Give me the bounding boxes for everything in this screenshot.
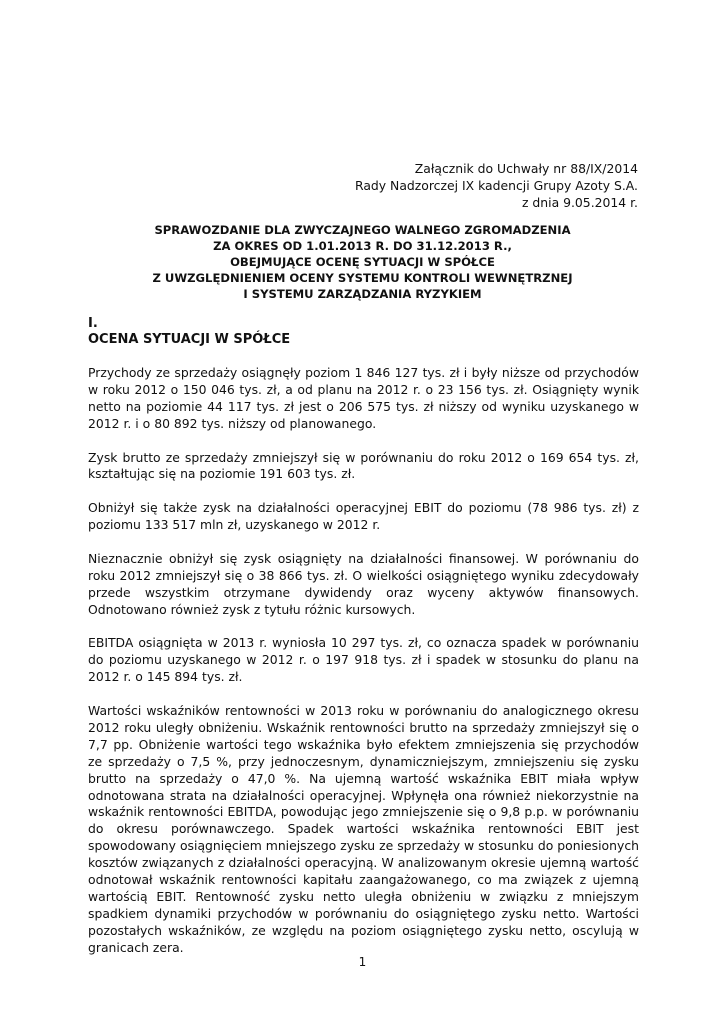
section-heading: OCENA SYTUACJI W SPÓŁCE — [88, 332, 291, 347]
paragraph-ebitda: EBITDA osiągnięta w 2013 r. wyniosła 10 297 tys. zł, co oznacza spadek w porównaniu do poziomu uzyskanego w 2012 r. o 197 918 tys. zł i spadek w stosunku do planu na 2012 r. o 145 894 tys. zł. — [88, 635, 639, 685]
paragraph-revenue: Przychody ze sprzedaży osiągnęły poziom 1 846 127 tys. zł i były niższe od przychodów w roku 2012 o 150 046 tys. zł, a od planu na 2012 r. o 23 156 tys. zł. Osiągnięty wynik netto na poziomie 44 117 tys. zł jest o 206 575 tys. zł niższy od wyniku uzyskanego w 2012 r. i o 80 892 tys. niższy od planowanego. — [88, 365, 639, 431]
title-line-5: I SYSTEMU ZARZĄDZANIA RYZYKIEM — [243, 287, 482, 301]
title-line-2: ZA OKRES OD 1.01.2013 R. DO 31.12.2013 R., — [213, 239, 512, 253]
paragraph-ebit: Obniżył się także zysk na działalności operacyjnej EBIT do poziomu (78 986 tys. zł) z poziomu 133 517 mln zł, uzyskanego w 2012 r. — [88, 500, 639, 533]
title-line-4: Z UWZGLĘDNIENIEM OCENY SYSTEMU KONTROLI WEWNĘTRZNEJ — [152, 271, 573, 285]
section-number: I. — [88, 316, 98, 331]
report-body — [88, 365, 639, 974]
header-line-date: z dnia 9.05.2014 r. — [521, 195, 638, 210]
paragraph-gross-profit: Zysk brutto ze sprzedaży zmniejszył się w porównaniu do roku 2012 o 169 654 tys. zł, kształtując się na poziomie 191 603 tys. zł. — [88, 449, 639, 482]
header-line-resolution: Załącznik do Uchwały nr 88/IX/2014 — [414, 161, 638, 176]
paragraph-financial-activity: Nieznacznie obniżył się zysk osiągnięty na działalności finansowej. W porównaniu do roku 2012 zmniejszył się o 38 866 tys. zł. O wielkości osiągniętego wyniku zdecydowały przede wszystkim otrzymane dywidendy oraz wyceny aktywów finansowych. Odnotowano również zysk z tytułu różnic kursowych. — [88, 550, 639, 617]
attachment-header — [355, 160, 638, 211]
page-number: 1 — [358, 955, 367, 969]
paragraph-profitability: Wartości wskaźników rentowności w 2013 roku w porównaniu do analogicznego okresu 2012 roku uległy obniżeniu. Wskaźnik rentowności brutto na sprzedaży zmniejszył się o 7,7 pp. Obniżenie wartości tego wskaźnika było efektem zmniejszenia się przychodów ze sprzedaży o 7,5 %, przy jednoczesnym, dynamiczniejszym, zmniejszeniu się zysku brutto na sprzedaży o 47,0 %. Na ujemną wartość wskaźnika EBIT miała wpływ odnotowana strata na działalności operacyjnej. Wpłynęła ona również niekorzystnie na wskaźnik rentowności EBITDA, powodując jego zmniejszenie się o 9,8 p.p. w porównaniu do okresu porównawczego. Spadek wartości wskaźnika rentowności EBIT jest spowodowany osiągnięciem mniejszego zysku ze sprzedaży w stosunku do poniesionych kosztów związanych z działalności operacyjną. W analizowanym okresie ujemną wartość odnotował wskaźnik rentowności kapitału zaangażowanego, co ma związek z ujemną wartością EBIT. Rentowność zysku netto uległa obniżeniu w związku z mniejszym spadkiem dynamiki przychodów w porównaniu do osiągniętego zysku netto. Wartości pozostałych wskaźników, ze względu na poziom osiągniętego zysku netto, oscylują w granicach zera. — [88, 703, 639, 955]
header-line-board: Rady Nadzorczej IX kadencji Grupy Azoty S.A. — [354, 178, 638, 193]
document-title — [80, 222, 645, 302]
title-line-3: OBEJMUJĄCE OCENĘ SYTUACJI W SPÓŁCE — [230, 255, 495, 269]
title-line-1: SPRAWOZDANIE DLA ZWYCZAJNEGO WALNEGO ZGROMADZENIA — [154, 223, 571, 237]
